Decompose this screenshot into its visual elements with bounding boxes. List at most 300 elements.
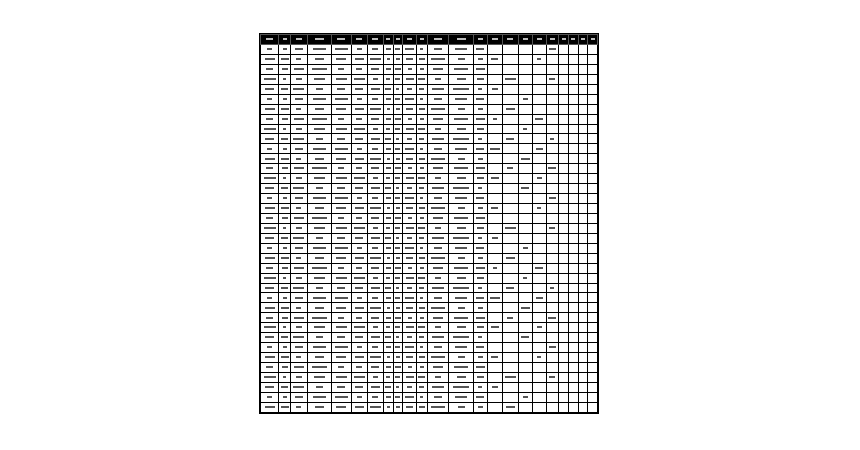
- table-cell: [518, 223, 532, 233]
- table-cell: [518, 253, 532, 263]
- table-cell: [427, 402, 448, 412]
- table-cell: [383, 74, 393, 84]
- table-cell: [351, 64, 367, 74]
- table-cell: [393, 293, 403, 303]
- data-table: [260, 34, 598, 413]
- table-cell: [473, 363, 487, 373]
- table-cell: [559, 64, 569, 74]
- table-cell: [487, 283, 502, 293]
- table-cell: [518, 303, 532, 313]
- table-cell: [569, 263, 579, 273]
- table-cell: [487, 353, 502, 363]
- table-cell: [351, 372, 367, 382]
- table-row: [261, 54, 598, 64]
- table-cell: [383, 372, 393, 382]
- table-cell: [279, 243, 291, 253]
- table-cell: [578, 333, 588, 343]
- table-cell: [308, 94, 332, 104]
- table-cell: [393, 164, 403, 174]
- table-cell: [427, 353, 448, 363]
- table-cell: [367, 184, 383, 194]
- table-row: [261, 283, 598, 293]
- table-cell: [351, 204, 367, 214]
- table-cell: [427, 104, 448, 114]
- table-cell: [403, 164, 417, 174]
- table-cell: [427, 45, 448, 55]
- table-cell: [532, 343, 546, 353]
- table-cell: [532, 363, 546, 373]
- table-cell: [532, 64, 546, 74]
- column-header: [427, 35, 448, 45]
- table-row: [261, 174, 598, 184]
- table-cell: [502, 164, 518, 174]
- table-cell: [588, 124, 598, 134]
- table-cell: [487, 74, 502, 84]
- table-cell: [588, 323, 598, 333]
- table-cell: [393, 194, 403, 204]
- table-cell: [427, 114, 448, 124]
- table-cell: [449, 104, 474, 114]
- table-cell: [588, 392, 598, 402]
- column-header: [449, 35, 474, 45]
- table-cell: [351, 45, 367, 55]
- table-cell: [308, 154, 332, 164]
- table-cell: [487, 45, 502, 55]
- table-cell: [473, 343, 487, 353]
- table-cell: [546, 74, 559, 84]
- table-cell: [578, 283, 588, 293]
- table-cell: [393, 134, 403, 144]
- table-cell: [383, 94, 393, 104]
- table-cell: [403, 45, 417, 55]
- table-cell: [383, 124, 393, 134]
- table-cell: [502, 372, 518, 382]
- table-cell: [308, 293, 332, 303]
- table-cell: [578, 204, 588, 214]
- table-cell: [383, 104, 393, 114]
- table-cell: [588, 144, 598, 154]
- table-cell: [261, 204, 279, 214]
- table-cell: [578, 54, 588, 64]
- table-cell: [279, 194, 291, 204]
- table-cell: [449, 283, 474, 293]
- table-cell: [403, 233, 417, 243]
- table-cell: [546, 243, 559, 253]
- table-cell: [261, 273, 279, 283]
- table-cell: [588, 402, 598, 412]
- table-cell: [427, 94, 448, 104]
- table-cell: [393, 54, 403, 64]
- table-cell: [331, 174, 351, 184]
- table-cell: [588, 333, 598, 343]
- table-cell: [290, 223, 307, 233]
- table-cell: [403, 392, 417, 402]
- table-cell: [351, 144, 367, 154]
- table-cell: [532, 144, 546, 154]
- table-cell: [279, 313, 291, 323]
- table-cell: [502, 114, 518, 124]
- table-cell: [308, 74, 332, 84]
- table-cell: [588, 243, 598, 253]
- table-cell: [569, 253, 579, 263]
- table-cell: [449, 164, 474, 174]
- table-row: [261, 94, 598, 104]
- table-cell: [532, 382, 546, 392]
- table-cell: [308, 174, 332, 184]
- table-cell: [546, 273, 559, 283]
- table-cell: [518, 213, 532, 223]
- table-cell: [588, 273, 598, 283]
- table-cell: [308, 273, 332, 283]
- table-cell: [351, 313, 367, 323]
- table-cell: [487, 84, 502, 94]
- table-cell: [518, 94, 532, 104]
- table-cell: [532, 104, 546, 114]
- table-cell: [502, 204, 518, 214]
- table-cell: [261, 233, 279, 243]
- table-cell: [532, 253, 546, 263]
- table-cell: [588, 174, 598, 184]
- table-cell: [559, 323, 569, 333]
- column-header: [502, 35, 518, 45]
- table-cell: [578, 174, 588, 184]
- table-cell: [473, 382, 487, 392]
- column-header: [351, 35, 367, 45]
- table-cell: [261, 104, 279, 114]
- table-cell: [290, 363, 307, 373]
- table-cell: [502, 45, 518, 55]
- table-cell: [261, 94, 279, 104]
- table-cell: [518, 273, 532, 283]
- table-cell: [559, 144, 569, 154]
- table-cell: [261, 164, 279, 174]
- table-cell: [473, 104, 487, 114]
- table-cell: [518, 343, 532, 353]
- table-cell: [279, 372, 291, 382]
- table-cell: [331, 363, 351, 373]
- table-cell: [518, 353, 532, 363]
- table-cell: [487, 313, 502, 323]
- table-cell: [546, 174, 559, 184]
- table-cell: [403, 243, 417, 253]
- table-cell: [578, 154, 588, 164]
- table-cell: [532, 204, 546, 214]
- table-row: [261, 253, 598, 263]
- table-cell: [588, 104, 598, 114]
- table-cell: [449, 204, 474, 214]
- column-header: [588, 35, 598, 45]
- table-cell: [569, 382, 579, 392]
- table-cell: [569, 213, 579, 223]
- table-cell: [518, 144, 532, 154]
- table-cell: [308, 45, 332, 55]
- table-row: [261, 263, 598, 273]
- table-cell: [532, 372, 546, 382]
- table-cell: [518, 323, 532, 333]
- table-cell: [403, 372, 417, 382]
- table-cell: [261, 84, 279, 94]
- table-cell: [473, 372, 487, 382]
- table-cell: [279, 45, 291, 55]
- table-cell: [427, 293, 448, 303]
- table-cell: [569, 283, 579, 293]
- table-cell: [559, 104, 569, 114]
- table-cell: [308, 353, 332, 363]
- table-cell: [487, 204, 502, 214]
- table-cell: [546, 253, 559, 263]
- table-cell: [473, 323, 487, 333]
- table-cell: [449, 333, 474, 343]
- table-cell: [502, 184, 518, 194]
- table-cell: [427, 144, 448, 154]
- table-cell: [473, 223, 487, 233]
- table-cell: [403, 223, 417, 233]
- table-cell: [308, 343, 332, 353]
- table-cell: [502, 392, 518, 402]
- table-cell: [290, 253, 307, 263]
- table-cell: [367, 392, 383, 402]
- table-cell: [427, 263, 448, 273]
- table-cell: [403, 402, 417, 412]
- table-cell: [367, 64, 383, 74]
- table-cell: [417, 144, 428, 154]
- table-cell: [383, 353, 393, 363]
- table-cell: [427, 253, 448, 263]
- table-cell: [383, 333, 393, 343]
- table-cell: [261, 402, 279, 412]
- table-row: [261, 144, 598, 154]
- table-cell: [449, 273, 474, 283]
- table-cell: [532, 174, 546, 184]
- table-cell: [290, 263, 307, 273]
- table-cell: [473, 303, 487, 313]
- table-cell: [546, 363, 559, 373]
- table-cell: [308, 104, 332, 114]
- table-cell: [546, 333, 559, 343]
- table-cell: [403, 64, 417, 74]
- table-cell: [279, 94, 291, 104]
- table-cell: [502, 154, 518, 164]
- table-cell: [546, 233, 559, 243]
- table-cell: [261, 343, 279, 353]
- table-row: [261, 74, 598, 84]
- table-cell: [261, 114, 279, 124]
- table-cell: [351, 353, 367, 363]
- table-cell: [518, 104, 532, 114]
- table-cell: [279, 144, 291, 154]
- table-cell: [449, 392, 474, 402]
- table-cell: [502, 313, 518, 323]
- table-cell: [427, 372, 448, 382]
- table-cell: [367, 174, 383, 184]
- table-cell: [383, 144, 393, 154]
- table-cell: [588, 184, 598, 194]
- table-cell: [383, 392, 393, 402]
- table-cell: [473, 253, 487, 263]
- table-cell: [546, 144, 559, 154]
- table-cell: [532, 94, 546, 104]
- table-cell: [473, 124, 487, 134]
- table-cell: [569, 223, 579, 233]
- table-cell: [417, 154, 428, 164]
- table-cell: [393, 104, 403, 114]
- table-cell: [546, 94, 559, 104]
- table-cell: [588, 303, 598, 313]
- table-cell: [403, 84, 417, 94]
- table-cell: [546, 64, 559, 74]
- table-cell: [403, 273, 417, 283]
- table-header: [261, 35, 598, 45]
- table-cell: [417, 174, 428, 184]
- table-cell: [502, 174, 518, 184]
- table-cell: [393, 353, 403, 363]
- table-cell: [290, 114, 307, 124]
- table-cell: [502, 124, 518, 134]
- table-cell: [532, 194, 546, 204]
- table-cell: [487, 273, 502, 283]
- table-cell: [569, 144, 579, 154]
- table-row: [261, 45, 598, 55]
- table-cell: [487, 134, 502, 144]
- table-cell: [279, 273, 291, 283]
- table-cell: [417, 74, 428, 84]
- table-row: [261, 84, 598, 94]
- table-cell: [279, 402, 291, 412]
- table-cell: [417, 372, 428, 382]
- table-cell: [532, 283, 546, 293]
- table-cell: [449, 54, 474, 64]
- table-cell: [417, 94, 428, 104]
- table-cell: [569, 363, 579, 373]
- table-cell: [546, 204, 559, 214]
- table-cell: [518, 64, 532, 74]
- table-cell: [427, 84, 448, 94]
- table-cell: [569, 204, 579, 214]
- table-cell: [308, 184, 332, 194]
- table-cell: [532, 263, 546, 273]
- table-cell: [290, 134, 307, 144]
- table-cell: [308, 303, 332, 313]
- table-cell: [449, 253, 474, 263]
- table-cell: [559, 204, 569, 214]
- table-cell: [473, 134, 487, 144]
- table-cell: [351, 124, 367, 134]
- table-cell: [383, 84, 393, 94]
- table-cell: [331, 253, 351, 263]
- table-cell: [279, 283, 291, 293]
- column-header: [261, 35, 279, 45]
- table-cell: [308, 263, 332, 273]
- table-cell: [487, 114, 502, 124]
- table-cell: [417, 114, 428, 124]
- table-cell: [588, 382, 598, 392]
- table-cell: [331, 402, 351, 412]
- table-cell: [383, 164, 393, 174]
- table-cell: [367, 313, 383, 323]
- table-cell: [331, 134, 351, 144]
- table-cell: [383, 303, 393, 313]
- table-cell: [502, 323, 518, 333]
- table-cell: [417, 382, 428, 392]
- table-cell: [367, 293, 383, 303]
- table-cell: [473, 402, 487, 412]
- table-cell: [393, 273, 403, 283]
- table-cell: [393, 74, 403, 84]
- table-cell: [393, 154, 403, 164]
- table-cell: [578, 402, 588, 412]
- table-cell: [367, 372, 383, 382]
- table-cell: [449, 124, 474, 134]
- table-row: [261, 124, 598, 134]
- table-cell: [518, 134, 532, 144]
- table-cell: [559, 243, 569, 253]
- table-cell: [588, 164, 598, 174]
- table-cell: [383, 154, 393, 164]
- table-cell: [449, 303, 474, 313]
- table-cell: [290, 184, 307, 194]
- table-cell: [383, 273, 393, 283]
- table-cell: [417, 323, 428, 333]
- table-cell: [261, 154, 279, 164]
- table-cell: [351, 134, 367, 144]
- table-cell: [261, 283, 279, 293]
- table-cell: [290, 293, 307, 303]
- table-cell: [449, 263, 474, 273]
- table-cell: [367, 233, 383, 243]
- table-cell: [559, 402, 569, 412]
- table-cell: [351, 392, 367, 402]
- table-cell: [559, 363, 569, 373]
- table-cell: [578, 293, 588, 303]
- table-cell: [518, 204, 532, 214]
- table-cell: [308, 204, 332, 214]
- table-cell: [449, 363, 474, 373]
- table-cell: [546, 84, 559, 94]
- table-cell: [417, 194, 428, 204]
- table-cell: [393, 283, 403, 293]
- table-cell: [502, 134, 518, 144]
- table-cell: [403, 313, 417, 323]
- table-cell: [449, 74, 474, 84]
- table-cell: [261, 372, 279, 382]
- table-cell: [546, 343, 559, 353]
- table-cell: [588, 74, 598, 84]
- table-cell: [578, 392, 588, 402]
- table-cell: [417, 204, 428, 214]
- table-cell: [367, 323, 383, 333]
- table-cell: [518, 164, 532, 174]
- table-cell: [487, 382, 502, 392]
- table-row: [261, 402, 598, 412]
- table-cell: [367, 353, 383, 363]
- table-cell: [308, 144, 332, 154]
- table-cell: [569, 273, 579, 283]
- table-cell: [279, 323, 291, 333]
- table-row: [261, 343, 598, 353]
- table-cell: [487, 233, 502, 243]
- table-cell: [569, 243, 579, 253]
- table-cell: [473, 273, 487, 283]
- table-cell: [487, 174, 502, 184]
- table-cell: [383, 114, 393, 124]
- table-cell: [487, 372, 502, 382]
- table-cell: [518, 402, 532, 412]
- table-cell: [569, 74, 579, 84]
- table-cell: [569, 124, 579, 134]
- table-cell: [279, 54, 291, 64]
- table-cell: [559, 94, 569, 104]
- table-cell: [502, 402, 518, 412]
